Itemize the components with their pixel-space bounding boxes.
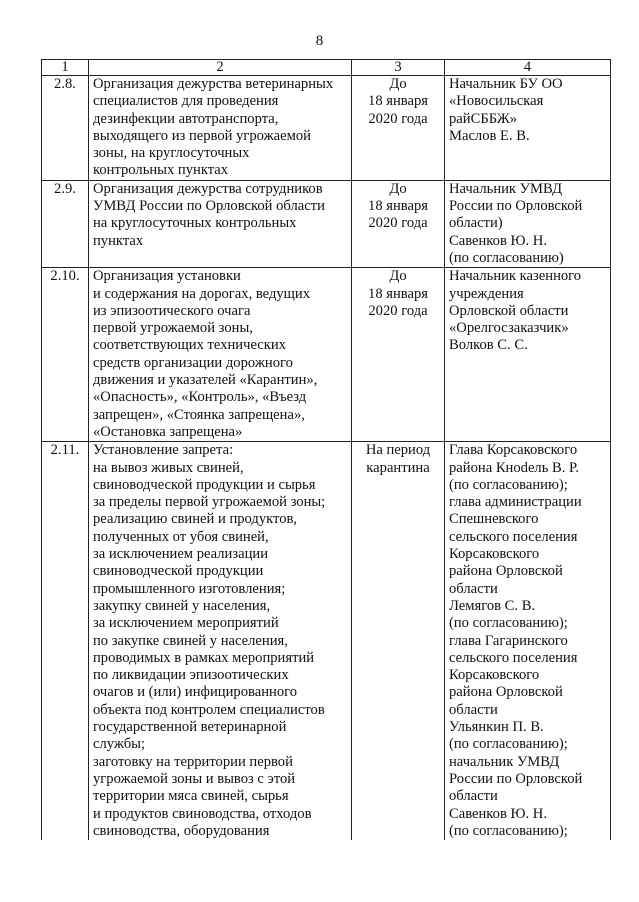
responsible-cell — [445, 76, 611, 181]
action-cell-line: службы; — [93, 736, 146, 753]
responsible-cell-line: Корсаковского — [449, 546, 540, 563]
action-cell-line: реализацию свиней и продуктов, — [93, 511, 298, 528]
action-cell-line: угрожаемой зоны и вывоз с этой — [93, 770, 296, 787]
action-cell-line: на круглосуточных контрольных — [93, 215, 297, 232]
action-cell-line: за исключением мероприятий — [93, 615, 279, 632]
action-cell-line: и продуктов свиноводства, отходов — [93, 805, 312, 822]
action-cell-line: по закупке свиней у населения, — [93, 632, 288, 649]
action-cell-line: Организация дежурства ветеринарных — [93, 76, 334, 92]
responsible-cell-line: сельского поселения — [449, 649, 578, 666]
responsible-cell-line: Савенков Ю. Н. — [449, 232, 547, 249]
responsible-cell-line: России по Орловской — [449, 198, 583, 215]
responsible-cell-line: (по согласованию); — [449, 736, 568, 753]
action-cell-line: закупку свиней у населения, — [93, 597, 271, 614]
row-number: 2.8. — [42, 76, 89, 181]
action-cell-line: контрольных пунктах — [93, 162, 229, 179]
action-cell-line: свиноводческой продукции и сырья — [93, 476, 316, 493]
table-row — [42, 180, 611, 267]
responsible-cell-line: (по согласованию); — [449, 476, 568, 493]
action-cell-line: пунктах — [93, 232, 144, 249]
action-cell-line: заготовку на территории первой — [93, 753, 293, 770]
action-cell-line: полученных от убоя свиней, — [93, 528, 269, 545]
responsible-cell-line: сельского поселения — [449, 528, 578, 545]
action-cell-line: из эпизоотического очага — [93, 302, 251, 319]
action-cell-line: очагов и (или) инфицированного — [93, 684, 298, 701]
deadline-cell-line: 2020 года — [368, 215, 428, 232]
responsible-cell-line: глава Гагаринского — [449, 632, 568, 649]
table-row — [42, 442, 611, 840]
responsible-cell-line: Начальник БУ ОО — [449, 76, 563, 92]
table-row — [42, 268, 611, 442]
responsible-cell-line: Орловской области — [449, 302, 569, 319]
responsible-cell-line: глава администрации — [449, 494, 582, 511]
responsible-cell-line: района Кноdель В. Р. — [449, 459, 579, 476]
action-cell-line: промышленного изготовления; — [93, 580, 286, 597]
responsible-cell-line: Начальник УМВД — [449, 180, 563, 197]
deadline-cell-line: 18 января — [368, 198, 428, 215]
action-cell-line: выходящего из первой угрожаемой — [93, 127, 311, 144]
responsible-cell-line: Лемягов С. В. — [449, 597, 536, 614]
responsible-cell-line: области — [449, 788, 498, 805]
responsible-cell-line: Корсаковского — [449, 667, 540, 684]
responsible-cell-line: района Орловской — [449, 684, 563, 701]
deadline-cell-line: На период — [365, 442, 431, 459]
responsible-cell-line: учреждения — [449, 285, 524, 302]
responsible-cell-line: Спешневского — [449, 511, 539, 528]
deadline-cell-line: 2020 года — [368, 302, 428, 319]
header-col-3: 3 — [352, 60, 445, 76]
action-cell-line: по ликвидации эпизоотических — [93, 667, 289, 684]
deadline-cell — [352, 442, 445, 840]
responsible-cell-line: «Орелгосзаказчик» — [449, 320, 569, 337]
table-header-row — [42, 60, 611, 76]
action-cell-line: проводимых в рамках мероприятий — [93, 649, 315, 666]
row-number: 2.11. — [42, 442, 89, 840]
responsible-cell-line: (по согласованию) — [449, 249, 564, 266]
action-cell-line: специалистов для проведения — [93, 93, 279, 110]
action-cell-line: государственной ветеринарной — [93, 719, 287, 736]
action-cell-line: Организация установки — [93, 268, 241, 285]
deadline-cell-line: 18 января — [368, 285, 428, 302]
action-cell — [89, 180, 352, 267]
responsible-cell-line: Савенков Ю. Н. — [449, 805, 547, 822]
action-cell-line: соответствующих технических — [93, 337, 286, 354]
row-number: 2.10. — [42, 268, 89, 442]
action-cell-line: движения и указателей «Карантин», — [93, 372, 318, 389]
responsible-cell-line: (по согласованию); — [449, 822, 568, 839]
action-cell-line: и содержания на дорогах, ведущих — [93, 285, 311, 302]
action-cell-line: объекта под контролем специалистов — [93, 701, 325, 718]
responsible-cell-line: области — [449, 701, 498, 718]
deadline-cell-line: 2020 года — [368, 110, 428, 127]
responsible-cell-line: области) — [449, 215, 503, 232]
action-cell-line: свиноводства, оборудования — [93, 822, 270, 839]
deadline-cell — [352, 180, 445, 267]
table-row — [42, 76, 611, 181]
action-cell — [89, 442, 352, 840]
action-cell-line: УМВД России по Орловской области — [93, 198, 325, 215]
action-cell — [89, 76, 352, 181]
action-cell-line: за исключением реализации — [93, 546, 269, 563]
action-cell-line: территории мяса свиней, сырья — [93, 788, 289, 805]
action-cell-line: дезинфекции автотранспорта, — [93, 110, 279, 127]
responsible-cell-line: (по согласованию); — [449, 615, 568, 632]
responsible-cell — [445, 268, 611, 442]
responsible-cell-line: Глава Корсаковского — [449, 442, 578, 459]
responsible-cell-line: райСББЖ» — [449, 110, 518, 127]
responsible-cell-line: области — [449, 580, 498, 597]
responsible-cell-line: Ульянкин П. В. — [449, 719, 544, 736]
deadline-cell-line: До — [389, 76, 407, 92]
header-col-1: 1 — [42, 60, 89, 76]
responsible-cell-line: России по Орловской — [449, 770, 583, 787]
action-cell-line: первой угрожаемой зоны, — [93, 320, 253, 337]
action-cell-line: за пределы первой угрожаемой зоны; — [93, 494, 326, 511]
deadline-cell-line: 18 января — [368, 93, 428, 110]
action-cell-line: Установление запрета: — [93, 442, 234, 459]
action-cell-line: «Опасность», «Контроль», «Въезд — [93, 389, 307, 406]
page-number: 8 — [315, 33, 324, 49]
deadline-cell-line: До — [389, 268, 407, 285]
responsible-cell — [445, 180, 611, 267]
header-col-4: 4 — [445, 60, 611, 76]
responsible-cell-line: начальник УМВД — [449, 753, 560, 770]
responsible-cell-line: Маслов Е. В. — [449, 127, 530, 144]
deadline-cell — [352, 268, 445, 442]
deadline-cell-line: До — [389, 180, 407, 197]
action-cell-line: «Остановка запрещена» — [93, 423, 243, 440]
measures-table — [41, 59, 611, 840]
action-cell-line: запрещен», «Стоянка запрещена», — [93, 406, 305, 423]
action-cell-line: на вывоз живых свиней, — [93, 459, 244, 476]
responsible-cell — [445, 442, 611, 840]
action-cell — [89, 268, 352, 442]
action-cell-line: средств организации дорожного — [93, 354, 293, 371]
responsible-cell-line: «Новосильская — [449, 93, 544, 110]
action-cell-line: свиноводческой продукции — [93, 563, 264, 580]
action-cell-line: зоны, на круглосуточных — [93, 145, 250, 162]
responsible-cell-line: района Орловской — [449, 563, 563, 580]
row-number: 2.9. — [42, 180, 89, 267]
action-cell-line: Организация дежурства сотрудников — [93, 180, 323, 197]
deadline-cell-line: карантина — [366, 459, 430, 476]
responsible-cell-line: Волков С. С. — [449, 337, 528, 354]
deadline-cell — [352, 76, 445, 181]
responsible-cell-line: Начальник казенного — [449, 268, 582, 285]
header-col-2: 2 — [89, 60, 352, 76]
